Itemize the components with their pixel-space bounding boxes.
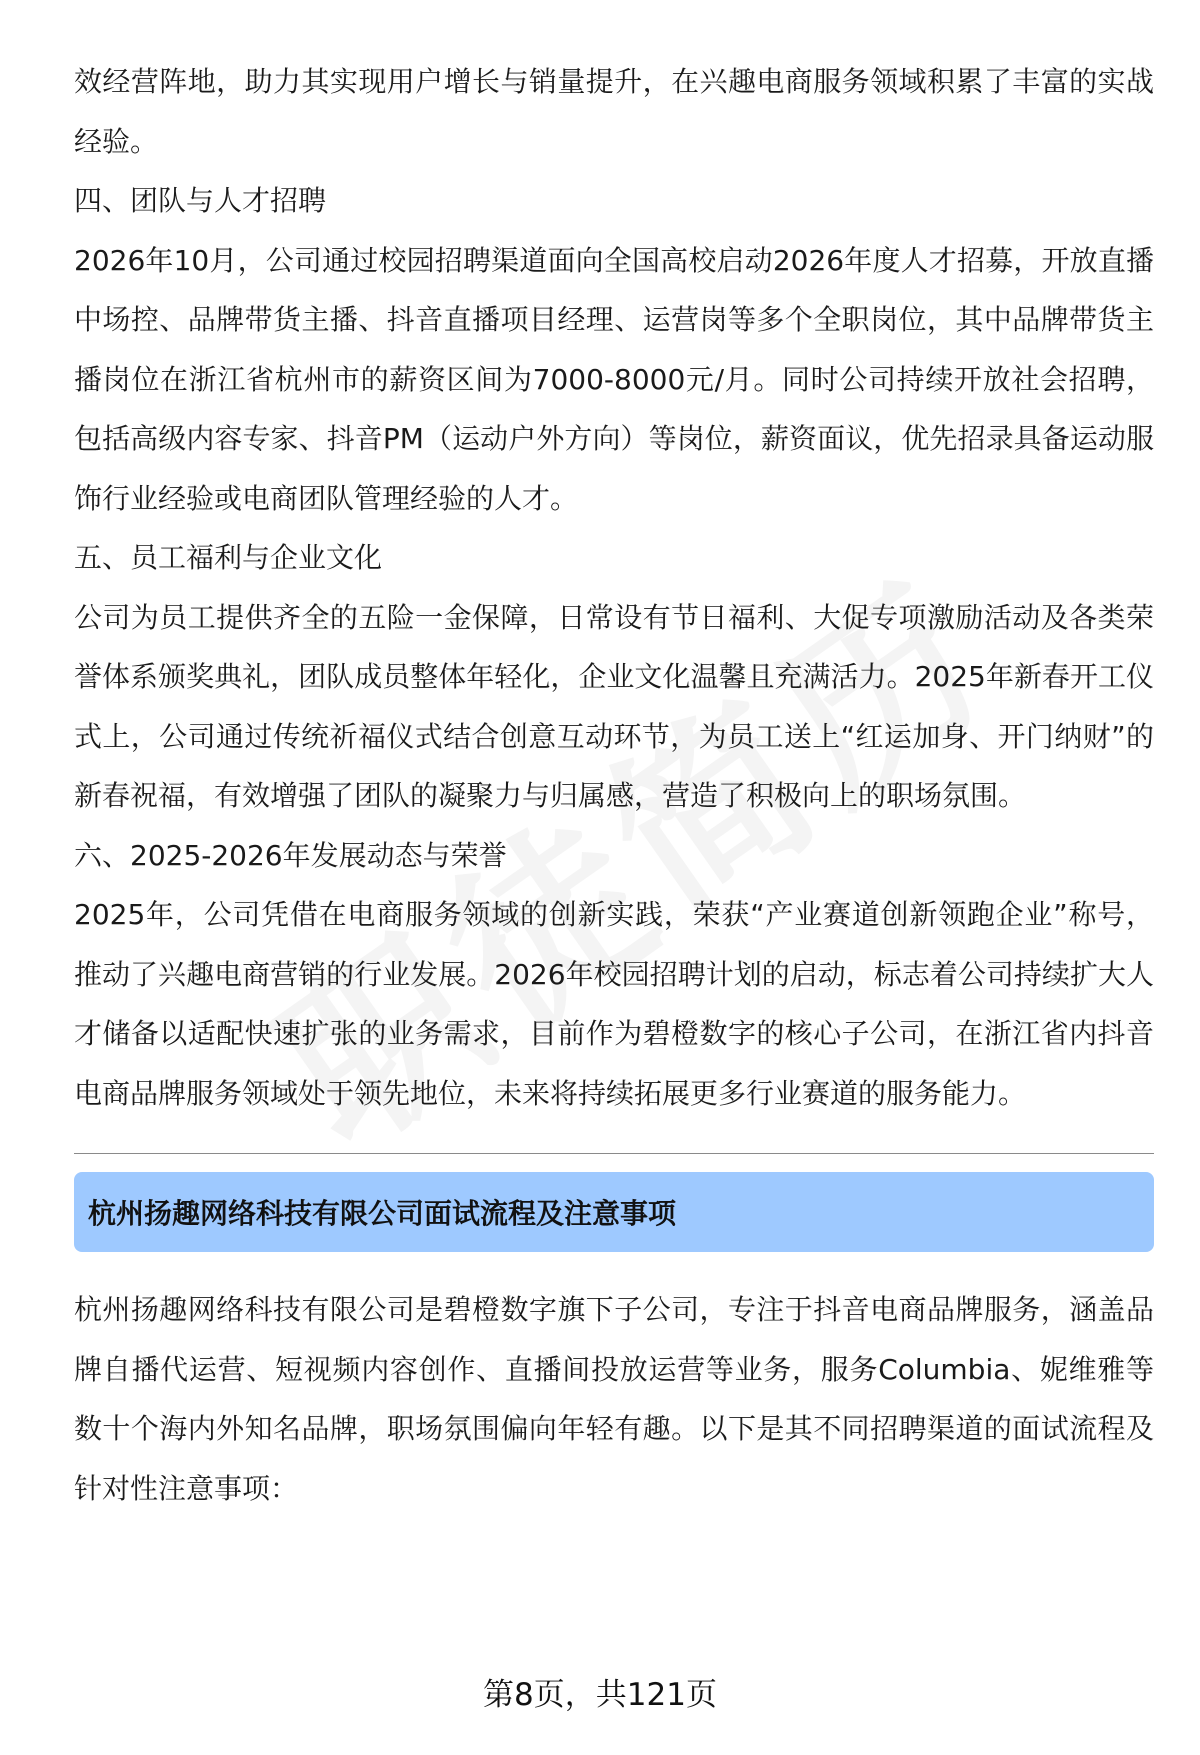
- interview-section-banner: [74, 1172, 1154, 1252]
- page-number: 第8页，共121页: [483, 1677, 717, 1713]
- section-body-development-honors: 2025年，公司凭借在电商服务领域的创新实践，荣获“产业赛道创新领跑企业”称号，推动了兴趣电商营销的行业发展。2026年校园招聘计划的启动，标志着公司持续扩大人才储备以适配快速扩张的业务需求，目前作为碧橙数字的核心子公司，在浙江省内抖音电商品牌服务领域处于领先地位，未来将持续拓展更多行业赛道的服务能力。: [74, 898, 1154, 1110]
- section-divider: [74, 1153, 1154, 1154]
- interview-section-title: 杭州扬趣网络科技有限公司面试流程及注意事项: [88, 1197, 677, 1230]
- section-body-team-recruitment: 2026年10月，公司通过校园招聘渠道面向全国高校启动2026年度人才招募，开放直播中场控、品牌带货主播、抖音直播项目经理、运营岗等多个全职岗位，其中品牌带货主播岗位在浙江省杭州市的薪资区间为7000-8000元/月。同时公司持续开放社会招聘，包括高级内容专家、抖音PM（运动户外方向）等岗位，薪资面议，优先招录具备运动服饰行业经验或电商团队管理经验的人才。: [74, 243, 1154, 515]
- interview-intro-paragraph: 杭州扬趣网络科技有限公司是碧橙数字旗下子公司，专注于抖音电商品牌服务，涵盖品牌自播代运营、短视频内容创作、直播间投放运营等业务，服务Columbia、妮维雅等数十个海内外知名品牌，职场氛围偏向年轻有趣。以下是其不同招聘渠道的面试流程及针对性注意事项：: [74, 1293, 1154, 1505]
- document-body: [74, 52, 1154, 1518]
- paragraph-continued: 效经营阵地，助力其实现用户增长与销量提升，在兴趣电商服务领域积累了丰富的实战经验。: [74, 65, 1154, 158]
- section-body-benefits-culture: 公司为员工提供齐全的五险一金保障，日常设有节日福利、大促专项激励活动及各类荣誉体系颁奖典礼，团队成员整体年轻化，企业文化温馨且充满活力。2025年新春开工仪式上，公司通过传统祈福仪式结合创意互动环节，为员工送上“红运加身、开门纳财”的新春祝福，有效增强了团队的凝聚力与归属感，营造了积极向上的职场氛围。: [74, 600, 1154, 812]
- section-heading-benefits-culture: 五、员工福利与企业文化: [74, 541, 383, 574]
- section-heading-team-recruitment: 四、团队与人才招聘: [74, 184, 327, 217]
- section-heading-development-honors: 六、2025-2026年发展动态与荣誉: [74, 838, 507, 872]
